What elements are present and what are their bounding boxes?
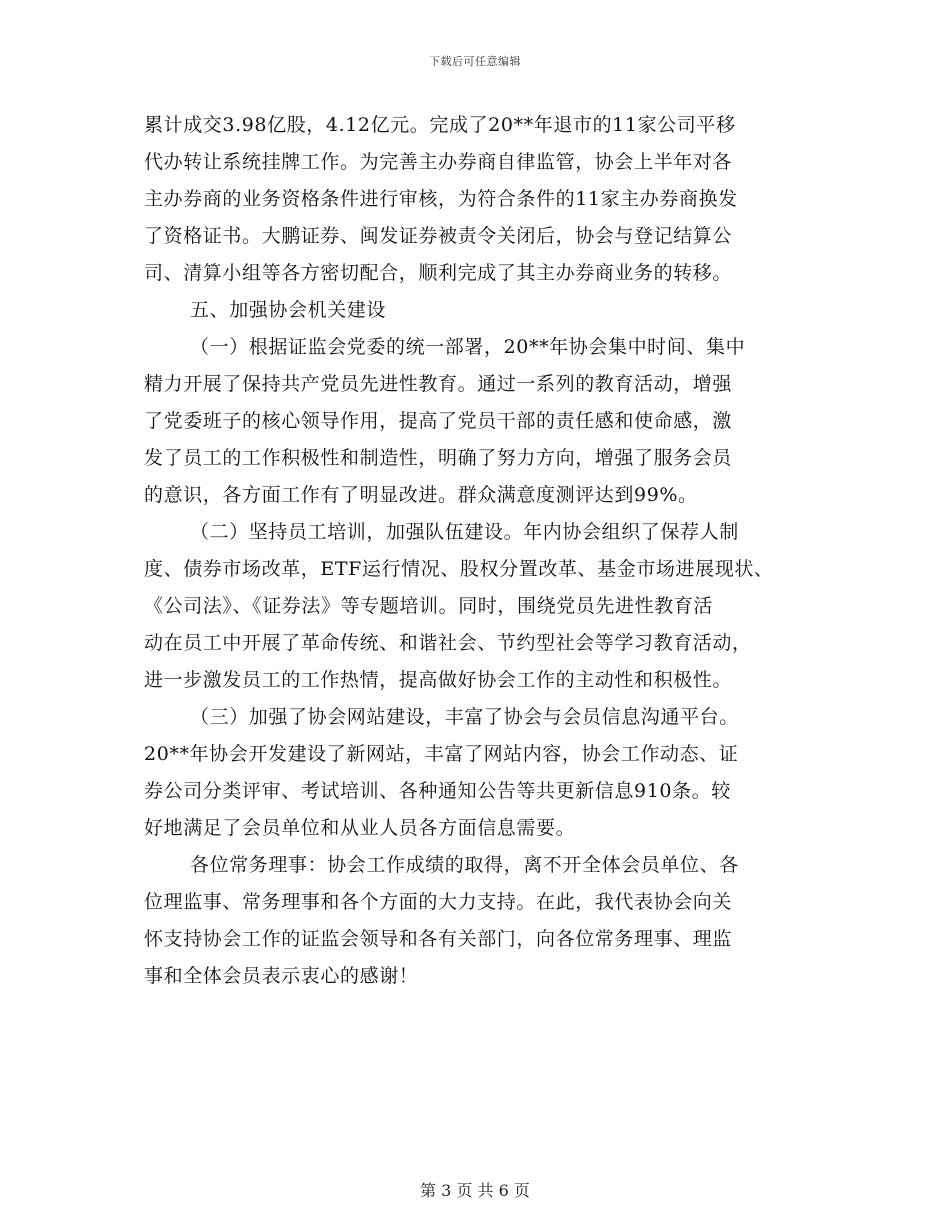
document-body xyxy=(144,107,820,995)
text-line: 累计成交3.98亿股，4.12亿元。完成了20**年退市的11家公司平移 xyxy=(144,114,736,136)
text-line: 了资格证书。大鹏证券、闽发证券被责令关闭后，协会与登记结算公 xyxy=(144,225,733,247)
text-line: 好地满足了会员单位和从业人员各方面信息需要。 xyxy=(144,817,576,839)
text-line: 代办转让系统挂牌工作。为完善主办券商自律监管，协会上半年对各 xyxy=(144,151,733,173)
text-line: 发了员工的工作积极性和制造性，明确了努力方向，增强了服务会员 xyxy=(144,447,733,469)
text-line: 度、债券市场改革，ETF运行情况、股权分置改革、基金市场进展现状、 xyxy=(144,558,774,580)
page-header: 下载后可任意编辑 xyxy=(429,55,521,68)
text-line: 主办券商的业务资格条件进行审核，为符合条件的11家主办券商换发 xyxy=(144,188,738,210)
text-line: （三）加强了协会网站建设，丰富了协会与会员信息沟通平台。 xyxy=(190,706,739,728)
text-line: 《公司法》、《证券法》等专题培训。同时，围绕党员先进性教育活 xyxy=(144,595,714,617)
text-line: 事和全体会员表示衷心的感谢！ xyxy=(144,965,419,987)
text-line: 了党委班子的核心领导作用，提高了党员干部的责任感和使命感，激 xyxy=(144,410,733,432)
text-line: 进一步激发员工的工作热情，提高做好协会工作的主动性和积极性。 xyxy=(144,669,733,691)
page-footer: 第 3 页 共 6 页 xyxy=(420,1181,530,1200)
text-line: 券公司分类评审、考试培训、各种通知公告等共更新信息910条。较 xyxy=(144,780,731,802)
text-line: 精力开展了保持共产党员先进性教育。通过一系列的教育活动，增强 xyxy=(144,373,733,395)
text-line: 司、清算小组等各方密切配合，顺利完成了其主办券商业务的转移。 xyxy=(144,262,733,284)
text-line: 五、加强协会机关建设 xyxy=(190,299,387,321)
text-line: 位理监事、常务理事和各个方面的大力支持。在此，我代表协会向关 xyxy=(144,891,733,913)
text-line: 怀支持协会工作的证监会领导和各有关部门，向各位常务理事、理监 xyxy=(144,928,733,950)
text-line: （一）根据证监会党委的统一部署，20**年协会集中时间、集中 xyxy=(190,336,746,358)
text-line: （二）坚持员工培训，加强队伍建设。年内协会组织了保荐人制 xyxy=(190,521,739,543)
text-line: 的意识，各方面工作有了明显改进。群众满意度测评达到99%。 xyxy=(144,484,698,506)
text-line: 动在员工中开展了革命传统、和谐社会、节约型社会等学习教育活动， xyxy=(144,632,752,654)
text-line: 各位常务理事：协会工作成绩的取得，离不开全体会员单位、各 xyxy=(190,854,739,876)
text-line: 20**年协会开发建设了新网站，丰富了网站内容，协会工作动态、证 xyxy=(144,743,739,765)
